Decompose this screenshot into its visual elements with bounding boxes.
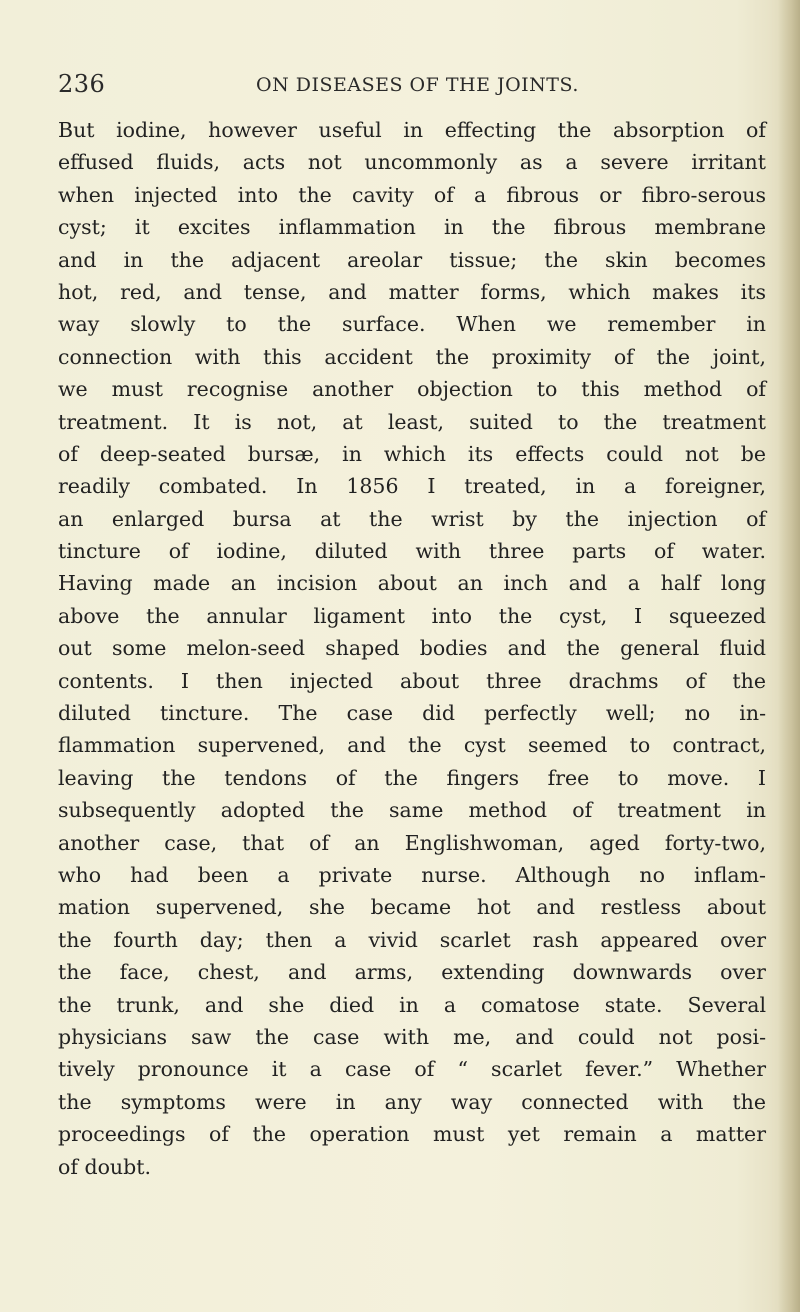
text-line: leaving the tendons of the fingers free to move. I <box>58 765 766 790</box>
text-line: contents. I then injected about three drachms of the <box>58 668 766 693</box>
text-line: when injected into the cavity of a fibrous or fibro-serous <box>58 182 766 207</box>
text-line: an enlarged bursa at the wrist by the injection of <box>58 506 766 531</box>
text-line: effused fluids, acts not uncommonly as a severe irritant <box>58 150 766 175</box>
text-line: mation supervened, she became hot and restless about <box>58 895 766 920</box>
page-header <box>58 70 618 110</box>
text-line: and in the adjacent areolar tissue; the skin becomes <box>58 247 766 272</box>
text-line: we must recognise another objection to this method of <box>58 377 766 402</box>
text-line: out some melon-seed shaped bodies and the general fluid <box>58 636 766 661</box>
text-line: readily combated. In 1856 I treated, in a foreigner, <box>58 474 766 499</box>
text-line: the trunk, and she died in a comatose state. Several <box>58 992 766 1017</box>
running-title: ON DISEASES OF THE JOINTS. <box>256 74 579 96</box>
text-line: another case, that of an Englishwoman, aged forty-two, <box>58 830 766 855</box>
text-line: connection with this accident the proximity of the joint, <box>58 344 766 369</box>
body-paragraph <box>58 114 766 1183</box>
text-line: the symptoms were in any way connected with the <box>58 1089 766 1114</box>
text-line: Having made an incision about an inch and a half long <box>58 571 766 596</box>
text-line: of doubt. <box>58 1154 151 1179</box>
page-number: 236 <box>58 70 106 98</box>
text-line: tincture of iodine, diluted with three parts of water. <box>58 539 766 564</box>
text-line: the fourth day; then a vivid scarlet rash appeared over <box>58 927 766 952</box>
text-line: subsequently adopted the same method of treatment in <box>58 798 766 823</box>
text-line: But iodine, however useful in effecting the absorption of <box>58 118 766 142</box>
text-line: the face, chest, and arms, extending downwards over <box>58 960 766 985</box>
text-line: above the annular ligament into the cyst, I squeezed <box>58 603 766 628</box>
page-edge-shadow <box>778 0 800 1312</box>
text-line: way slowly to the surface. When we remember in <box>58 312 766 337</box>
text-line: who had been a private nurse. Although no inflam- <box>58 862 766 887</box>
text-line: cyst; it excites inflammation in the fibrous membrane <box>58 215 766 240</box>
text-line: proceedings of the operation must yet remain a matter <box>58 1122 766 1147</box>
text-line: physicians saw the case with me, and could not posi- <box>58 1024 766 1049</box>
text-line: treatment. It is not, at least, suited to the treatment <box>58 409 766 434</box>
text-line: tively pronounce it a case of “ scarlet fever.” Whether <box>58 1057 766 1082</box>
text-line: flammation supervened, and the cyst seemed to contract, <box>58 733 766 758</box>
text-line: of deep-seated bursæ, in which its effects could not be <box>58 441 766 466</box>
text-line: hot, red, and tense, and matter forms, which makes its <box>58 279 766 304</box>
text-line: diluted tincture. The case did perfectly well; no in- <box>58 701 766 726</box>
